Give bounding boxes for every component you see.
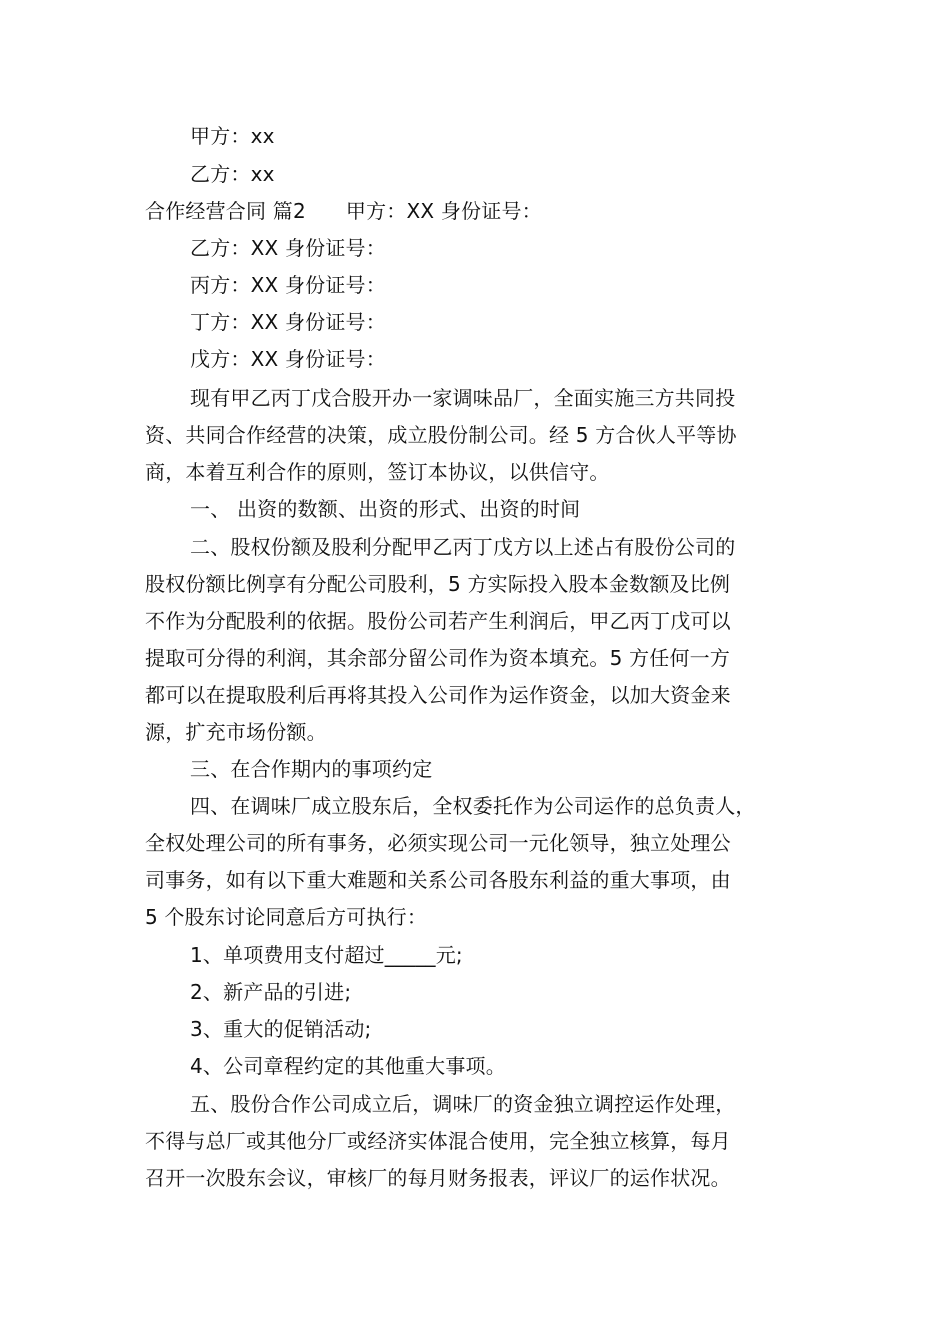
paragraph-line: 全权处理公司的所有事务，必须实现公司一元化领导，独立处理公 [145, 831, 731, 855]
list-item: 2、新产品的引进; [190, 980, 352, 1004]
party-a-id-line: 甲方：XX 身份证号： [345, 199, 542, 223]
party-a-line: 甲方：xx [190, 124, 275, 148]
list-item: 1、单项费用支付超过_____元; [190, 943, 463, 967]
paragraph-line: 现有甲乙丙丁戊合股开办一家调味品厂，全面实施三方共同投 [190, 386, 736, 410]
party-e-id-line: 戊方：XX 身份证号： [190, 347, 386, 371]
paragraph-line: 股权份额比例享有分配公司股利，5 方实际投入股本金数额及比例 [145, 572, 731, 596]
paragraph-line: 都可以在提取股利后再将其投入公司作为运作资金，以加大资金来 [145, 683, 731, 707]
paragraph-line: 资、共同合作经营的决策，成立股份制公司。经 5 方合伙人平等协 [145, 423, 737, 447]
party-b-id-line: 乙方：XX 身份证号： [190, 236, 386, 260]
paragraph-line: 司事务，如有以下重大难题和关系公司各股东利益的重大事项，由 [145, 868, 731, 892]
party-d-id-line: 丁方：XX 身份证号： [190, 310, 386, 334]
paragraph-line: 商，本着互利合作的原则，签订本协议，以供信守。 [145, 460, 610, 484]
section-heading: 三、在合作期内的事项约定 [190, 757, 433, 781]
list-item: 3、重大的促销活动; [190, 1017, 372, 1041]
paragraph-line: 二、股权份额及股利分配甲乙丙丁戊方以上述占有股份公司的 [190, 535, 736, 559]
paragraph-line: 源，扩充市场份额。 [145, 720, 327, 744]
paragraph-line: 5 个股东讨论同意后方可执行： [145, 905, 428, 929]
paragraph-line: 不作为分配股利的依据。股份公司若产生利润后，甲乙丙丁戊可以 [145, 609, 731, 633]
list-item: 4、公司章程约定的其他重大事项。 [190, 1054, 506, 1078]
paragraph-line: 召开一次股东会议，审核厂的每月财务报表，评议厂的运作状况。 [145, 1166, 731, 1190]
contract-title: 合作经营合同 篇2 [145, 199, 306, 223]
paragraph-line: 五、股份合作公司成立后，调味厂的资金独立调控运作处理， [190, 1092, 736, 1116]
paragraph-line: 提取可分得的利润，其余部分留公司作为资本填充。5 方任何一方 [145, 646, 731, 670]
section-heading: 一、 出资的数额、出资的形式、出资的时间 [190, 497, 581, 521]
party-b-line: 乙方：xx [190, 162, 275, 186]
contract-heading-line [145, 192, 810, 230]
paragraph-line: 不得与总厂或其他分厂或经济实体混合使用，完全独立核算，每月 [145, 1129, 731, 1153]
paragraph-line: 四、在调味厂成立股东后，全权委托作为公司运作的总负责人， [190, 794, 756, 818]
party-c-id-line: 丙方：XX 身份证号： [190, 273, 386, 297]
